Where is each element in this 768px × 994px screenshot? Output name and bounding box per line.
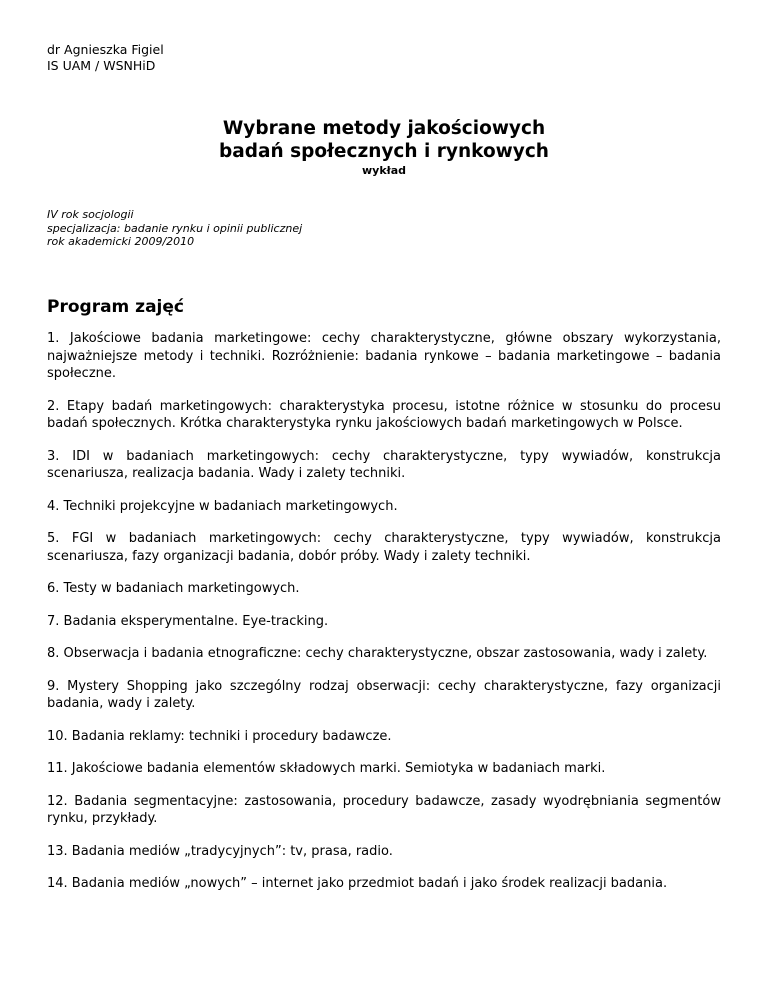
academic-year: rok akademicki 2009/2010 bbox=[47, 235, 195, 248]
author-name: dr Agnieszka Figiel bbox=[47, 42, 164, 57]
program-item: 1. Jakościowe badania marketingowe: cechy charakterystyczne, główne obszary wykorzystania, najważniejsze metody i techniki. Rozróżnienie: badania rynkowe – badania marketingowe – badania społeczne. bbox=[47, 331, 721, 381]
program-item: 14. Badania mediów „nowych” – internet jako przedmiot badań i jako środek realizacji badania. bbox=[47, 876, 668, 891]
document-title-line-1: Wybrane metody jakościowych bbox=[222, 118, 546, 139]
author-block bbox=[47, 42, 164, 74]
program-item: 5. FGI w badaniach marketingowych: cechy charakterystyczne, typy wywiadów, konstrukcja scenariusza, fazy organizacji badania, dobór próby. Wady i zalety techniki. bbox=[47, 531, 721, 564]
author-affiliation: IS UAM / WSNHiD bbox=[47, 58, 156, 73]
program-item: 10. Badania reklamy: techniki i procedury badawcze. bbox=[47, 728, 392, 744]
course-specialization: specjalizacja: badanie rynku i opinii publicznej bbox=[47, 221, 303, 235]
program-item: 13. Badania mediów „tradycyjnych”: tv, prasa, radio. bbox=[47, 843, 393, 859]
program-heading: Program zajęć bbox=[47, 297, 184, 317]
program-item: 3. IDI w badaniach marketingowych: cechy charakterystyczne, typy wywiadów, konstrukcja scenariusza, realizacja badania. Wady i zalety techniki. bbox=[47, 448, 721, 481]
document-title-block bbox=[0, 117, 768, 178]
course-info bbox=[47, 208, 302, 249]
program-item: 6. Testy w badaniach marketingowych. bbox=[47, 581, 300, 596]
program-item: 9. Mystery Shopping jako szczególny rodzaj obserwacji: cechy charakterystyczne, fazy organizacji badania, wady i zalety. bbox=[47, 678, 721, 711]
program-item: 8. Obserwacja i badania etnograficzne: cechy charakterystyczne, obszar zastosowania, wady i zalety. bbox=[47, 646, 708, 661]
document-subtitle: wykład bbox=[361, 164, 407, 177]
program-item: 4. Techniki projekcyjne w badaniach marketingowych. bbox=[47, 498, 398, 514]
program-item: 7. Badania eksperymentalne. Eye-tracking. bbox=[47, 613, 329, 629]
course-year: IV rok socjologii bbox=[47, 208, 134, 221]
program-list bbox=[47, 330, 721, 908]
program-item: 12. Badania segmentacyjne: zastosowania, procedury badawcze, zasady wyodrębniania segmentów rynku, przykłady. bbox=[47, 793, 721, 826]
program-item: 11. Jakościowe badania elementów składowych marki. Semiotyka w badaniach marki. bbox=[47, 761, 606, 776]
document-title-line-2: badań społecznych i rynkowych bbox=[219, 141, 549, 162]
program-item: 2. Etapy badań marketingowych: charakterystyka procesu, istotne różnice w stosunku do procesu badań społecznych. Krótka charakterystyka rynku jakościowych badań marketingowych w Polsce. bbox=[47, 398, 721, 431]
